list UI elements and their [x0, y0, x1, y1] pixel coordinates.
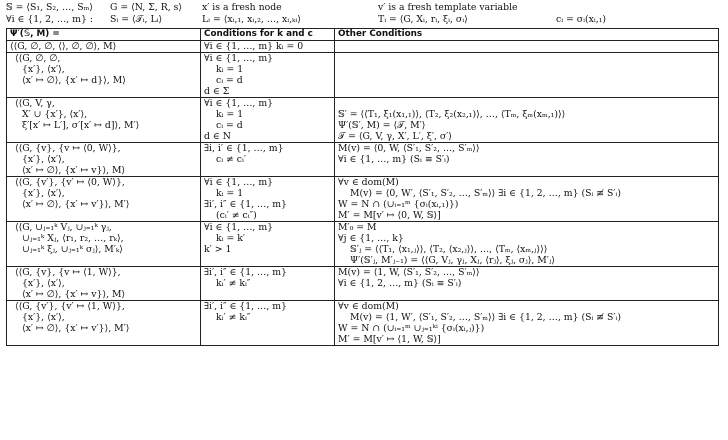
result-cell: [7, 53, 201, 98]
definitions-header: [6, 2, 722, 26]
condition-cell: [201, 41, 335, 53]
formula-line: cᵢ ≠ cᵢ′: [216, 154, 246, 165]
formula-line: ∃i′, i″ ∈ {1, …, m}: [204, 301, 287, 312]
header-cell: cᵢ = σᵢ(xᵢ,₁): [556, 14, 607, 25]
formula-line: ⟨x′ ↦ ∅⟩, {x′ ↦ v}⟩, M⟩: [22, 289, 126, 300]
formula-line: ⟨⟨G, {v}, {v ↦ ⟨1, W⟩},: [15, 267, 121, 278]
formula-line: kᵢ = 1: [216, 188, 244, 199]
rules-table: [6, 28, 719, 346]
formula-line: M(v) = ⟨1, W, ⟨S′₁, S′₂, …, S′ₘ⟩⟩: [338, 267, 480, 278]
result-cell: [7, 143, 201, 177]
formula-line: d ∈ N: [204, 131, 231, 142]
table-row: [7, 53, 719, 98]
header-cell: [290, 14, 378, 26]
header-cell: G = ⟨N, Σ, R, s⟩: [110, 2, 182, 13]
formula-line: kᵢ′ ≠ kᵢ″: [216, 312, 251, 323]
formula-line: ∀j ∈ {1, …, k}: [338, 233, 404, 244]
other-cell: [335, 53, 719, 98]
result-cell: [7, 301, 201, 346]
formula-line: ⟨x′ ↦ ∅⟩, {x′ ↦ v}⟩, M⟩: [22, 165, 126, 176]
formula-line: W = N ∩ (∪ᵢ₌₁ᵐ ∪ⱼ₌₁ᵏⁱ {σᵢ(xᵢ,ⱼ)}): [338, 323, 485, 334]
formula-line: {x′}, ⟨x′⟩,: [22, 278, 65, 289]
header-cell: [290, 2, 378, 14]
header-cell: v′ is a fresh template variable: [378, 2, 518, 13]
formula-line: M′ = M[v′ ↦ ⟨0, W, 𝕊⟩]: [338, 210, 441, 221]
formula-line: ξ′[x′ ↦ L′], σ′[x′ ↦ d]⟩, M′⟩: [22, 120, 140, 131]
formula-line: ∃i′, i″ ∈ {1, …, m}: [204, 199, 287, 210]
condition-cell: [201, 267, 335, 301]
table-header-row: [7, 29, 719, 41]
formula-line: M(v) = ⟨1, W′, ⟨S′₁, S′₂, …, S′ₘ⟩⟩ ∃i ∈ {1, 2, …, m} (Sᵢ ≢ S′ᵢ): [350, 312, 622, 323]
table-row: [7, 222, 719, 267]
header-cell: 𝕊 = ⟨S₁, S₂, …, Sₘ⟩: [6, 2, 93, 13]
formula-line: {x′}, ⟨x′⟩,: [22, 188, 65, 199]
formula-line: Ψ′(𝕊′, M) = ⟨𝒯, M′⟩: [338, 120, 426, 131]
formula-line: 𝕊′ = ⟨⟨T₁, ξ₁(x₁,₁)⟩, ⟨T₂, ξ₂(x₂,₁)⟩, …, ⟨Tₘ, ξₘ(xₘ,₁)⟩⟩: [338, 109, 566, 120]
formula-line: {x′}, ⟨x′⟩,: [22, 64, 65, 75]
other-cell: [335, 222, 719, 267]
condition-cell: [201, 53, 335, 98]
condition-cell: [201, 222, 335, 267]
formula-line: M(v) = ⟨0, W′, ⟨S′₁, S′₂, …, S′ₘ⟩⟩ ∃i ∈ {1, 2, …, m} (Sᵢ ≢ S′ᵢ): [350, 188, 622, 199]
formula-line: [338, 53, 716, 64]
header-cell: ∀i ∈ {1, 2, …, m} :: [6, 14, 93, 25]
result-cell: [7, 98, 201, 143]
formula-line: kᵢ = 1: [216, 109, 244, 120]
other-cell: [335, 301, 719, 346]
condition-cell: [201, 177, 335, 222]
table-row: [7, 267, 719, 301]
header-cell: Tᵢ = ⟨G, Xᵢ, rᵢ, ξᵢ, σᵢ⟩: [378, 14, 468, 25]
header-cell: Sᵢ = ⟨𝒯ᵢ, Lᵢ⟩: [110, 14, 163, 25]
condition-cell: [201, 98, 335, 143]
header-cell: [556, 2, 714, 14]
formula-line: ⟨⟨G, ∅, ∅,: [15, 53, 61, 64]
column-header-psi: Ψ′(𝕊, M) =: [7, 29, 201, 41]
formula-line: M′ = M[v′ ↦ ⟨1, W, 𝕊⟩]: [338, 334, 441, 345]
formula-line: ∀i ∈ {1, …, m} kᵢ = 0: [204, 41, 304, 52]
formula-line: 𝕊′ⱼ = ⟨⟨T₁, ⟨x₁,ⱼ⟩⟩, ⟨T₂, ⟨x₂,ⱼ⟩⟩, …, ⟨Tₘ, ⟨xₘ,ⱼ⟩⟩⟩: [350, 244, 548, 255]
formula-line: kᵢ = 1: [216, 64, 244, 75]
formula-line: k′ > 1: [204, 244, 232, 255]
column-header-conditions-k-c: Conditions for k and c: [201, 29, 335, 41]
table-row: [7, 98, 719, 143]
formula-line: ∀i ∈ {1, …, m} (Sᵢ ≡ S′ᵢ): [338, 154, 450, 165]
formula-line: {x′}, ⟨x′⟩,: [22, 312, 65, 323]
formula-line: X′ ∪ {x′}, ⟨x′⟩,: [22, 109, 88, 120]
formula-line: ⟨x′ ↦ ∅⟩, {x′ ↦ v′}⟩, M′⟩: [22, 199, 130, 210]
table-row: [7, 301, 719, 346]
formula-line: (cᵢ′ ≠ cᵢ″): [216, 210, 257, 221]
formula-line: kᵢ = k′: [216, 233, 245, 244]
formula-line: ⟨⟨G, {v′}, {v′ ↦ ⟨0, W⟩},: [15, 177, 125, 188]
table-row: [7, 143, 719, 177]
column-header-other-conditions: Other Conditions: [335, 29, 719, 41]
formula-line: ∀i ∈ {1, …, m}: [204, 53, 274, 64]
formula-line: kᵢ′ ≠ kᵢ″: [216, 278, 251, 289]
other-cell: [335, 98, 719, 143]
condition-cell: [201, 143, 335, 177]
formula-line: M(v) = ⟨0, W, ⟨S′₁, S′₂, …, S′ₘ⟩⟩: [338, 143, 480, 154]
formula-line: ⟨⟨G, ∪ⱼ₌₁ᵏ Vⱼ, ∪ⱼ₌₁ᵏ γⱼ,: [15, 222, 112, 233]
formula-line: ⟨x′ ↦ ∅⟩, {x′ ↦ v′}⟩, M′⟩: [22, 323, 130, 334]
formula-line: ∃i′, i″ ∈ {1, …, m}: [204, 267, 287, 278]
formula-line: ∃i, i′ ∈ {1, …, m}: [204, 143, 284, 154]
formula-line: W = N ∩ (∪ᵢ₌₁ᵐ {σᵢ(xᵢ,₁)}): [338, 199, 459, 210]
formula-line: cᵢ = d: [216, 75, 243, 86]
other-cell: [335, 41, 719, 53]
header-cell: Lᵢ = ⟨xᵢ,₁, xᵢ,₂, …, xᵢ,ₖᵢ⟩: [202, 14, 301, 25]
formula-line: ∀i ∈ {1, …, m}: [204, 222, 274, 233]
formula-line: [338, 98, 716, 109]
formula-line: [338, 41, 716, 52]
formula-line: ∪ⱼ₌₁ᵏ Xⱼ, ⟨r₁, r₂, …, rₖ⟩,: [22, 233, 124, 244]
formula-line: ⟨x′ ↦ ∅⟩, {x′ ↦ d}⟩, M⟩: [22, 75, 126, 86]
other-cell: [335, 267, 719, 301]
formula-line: ⟨⟨G, {v}, {v ↦ ⟨0, W⟩},: [15, 143, 121, 154]
other-cell: [335, 177, 719, 222]
table-row: [7, 177, 719, 222]
header-cell: x′ is a fresh node: [202, 2, 282, 13]
formula-line: ∀i ∈ {1, …, m}: [204, 98, 274, 109]
formula-line: 𝒯 = ⟨G, V, γ, X′, L′, ξ′, σ′⟩: [338, 131, 452, 142]
formula-line: ∀v ∈ dom(M): [338, 177, 399, 188]
formula-line: ∀v ∈ dom(M): [338, 301, 399, 312]
result-cell: [7, 177, 201, 222]
formula-line: cᵢ = d: [216, 120, 243, 131]
formula-line: ∀i ∈ {1, …, m}: [204, 177, 274, 188]
formula-line: {x′}, ⟨x′⟩,: [22, 154, 65, 165]
formula-line: ∀i ∈ {1, 2, …, m} (Sᵢ ≡ S′ᵢ): [338, 278, 462, 289]
condition-cell: [201, 301, 335, 346]
other-cell: [335, 143, 719, 177]
formula-line: ⟨⟨G, V, γ,: [15, 98, 55, 109]
table-row: [7, 41, 719, 53]
formula-line: M′₀ = M: [338, 222, 377, 233]
result-cell: [7, 222, 201, 267]
formula-line: ⟨⟨G, {v′}, {v′ ↦ ⟨1, W⟩},: [15, 301, 125, 312]
formula-line: d ∈ Σ: [204, 86, 230, 97]
formula-line: Ψ′(𝕊′ⱼ, M′ⱼ₋₁) = ⟨⟨G, Vⱼ, γⱼ, Xⱼ, ⟨rⱼ⟩, ξⱼ, σⱼ⟩, M′ⱼ⟩: [350, 255, 555, 266]
result-cell: [7, 267, 201, 301]
formula-line: ∪ⱼ₌₁ᵏ ξⱼ, ∪ⱼ₌₁ᵏ σⱼ⟩, M′ₖ⟩: [22, 244, 123, 255]
formula-line: ⟨⟨G, ∅, ∅, ⟨⟩, ∅, ∅⟩, M⟩: [10, 41, 117, 52]
result-cell: [7, 41, 201, 53]
